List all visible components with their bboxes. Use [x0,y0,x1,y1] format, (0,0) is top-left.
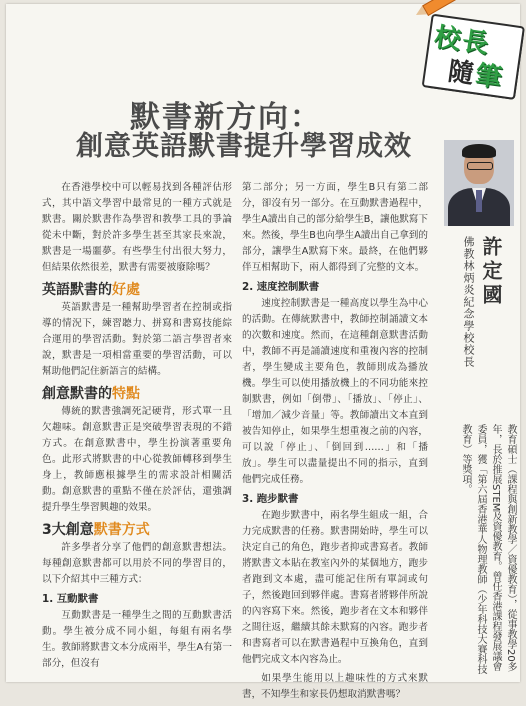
author-name: 許定國 [479,236,503,308]
subheading-running: 3. 跑步默書 [242,493,299,505]
closing-paragraph: 如果學生能用以上趣味性的方式來默書，不知學生和家長仍想取消默書嗎？ [242,673,428,700]
author-photo [444,140,514,226]
badge-line1: 校長 [432,22,493,60]
interactive-continued-paragraph: 第二部分；另一方面，學生B只有第二部分，卻沒有另一部分。在互動默書過程中，學生A讀出自己的部分給學生B，讓他默寫下來。然後，學生B也向學生A讀出自己拿到的部分，讓學生A默寫下來。最終，在他們夥伴互相幫助下，兩人都得到了完整的文本。 [242,182,428,273]
interactive-paragraph: 互動默書是一種學生之間的互動默書活動。學生被分成不同小組，每組有兩名學生。教師將默書文本分成兩半，學生A有第一部分，但沒有 [42,610,232,669]
article-column-right [242,180,428,706]
magazine-page [6,4,520,700]
features-paragraph: 傳統的默書強調死記硬背，形式單一且欠趣味。創意默書正是突破學習表現的不錯方式。在創意默書中，學生扮演著重要角色。此形式將默書的中心從教師轉移到學生身上，教師應根據學生的需求設計相關活動。創意默書的重點不僅在於評估，還強調提升學生學習興趣的效果。 [42,406,232,513]
section-heading-features: 創意默書的特點 [42,386,140,402]
benefits-paragraph: 英語默書是一種幫助學習者在控制或指導的情況下，練習聽力、拼寫和書寫技能綜合運用的學習活動。對於第二語言學習者來說，默書是一項相當重要的學習活動，可以幫助他們記住新語言的結構。 [42,302,232,377]
section-heading-benefits: 英語默書的好處 [42,282,140,298]
running-paragraph: 在跑步默書中，兩名學生組成一組，合力完成默書的任務。默書開始時，學生可以決定自己的角色，跑步者抑或書寫者。教師將默書文本貼在教室內外的某個地方，跑步者跑到文本處，盡可能記住所有單詞或句子，然後跑回到夥伴處。書寫者將夥伴所說的內容寫下來。然後，跑步者在文本和夥伴之間往返，繼續其餘未默寫的內容。跑步者和書寫者可以在默書過程中互換角色，直到他們完成文本內容為止。 [242,510,428,665]
intro-paragraph: 在香港學校中可以輕易找到各種評估形式，其中語文學習中最常見的一種方式就是默書。關於默書作為學習和教學工具的爭論從未中斷，對於許多學生甚至其家長來說，默書是一場噩夢。有些學生付出很大努力，但結果依然很差，默書有需要被廢除嗎？ [42,182,232,273]
article-column-left [42,180,232,675]
subheading-speed-control: 2. 速度控制默書 [242,281,320,293]
author-school: 佛教林炳炎紀念學校校長 [462,236,475,368]
title-line2: 創意英語默書提升學習成效 [76,131,412,162]
title-line1: 默書新方向： [130,100,322,135]
section-heading-methods: 3大創意默書方式 [42,522,150,538]
speed-control-paragraph: 速度控制默書是一種高度以學生為中心的活動。在傳統默書中，教師控制誦讀文本的次數和速度。然而，在這種創意默書活動中，教師不再是誦讀速度和重複內容的控制者，學生變成主要角色，教師則成為播放機。學生可以使用播放機上的不同功能來控制默書，例如「倒帶」、「播放」、「停止」、「增加／減少音量」等。教師讀出文本直到被告知停止，如果學生想重複之前的內容，可以說「停止」、「倒回到……」和「播放」。學生可以盡量提出不同的指示，直到他們完成任務。 [242,298,428,485]
author-bio: 教育碩士（課程與創新教學／資優教育），從事教學20多年，長於推展STEM及資優教育。曾任香港課程發展議會委員，獲「第六屆香港華人物理教師（少年科技大賽科技教育）等獎項。 [460,424,516,674]
subheading-interactive: 1. 互動默書 [42,593,99,605]
badge-line2: 隨筆 [445,56,506,95]
column-badge [421,14,526,105]
methods-paragraph: 許多學者分享了他們的創意默書想法。每種創意默書都可以用於不同的學習目的，以下介紹其中三種方式： [42,542,232,585]
